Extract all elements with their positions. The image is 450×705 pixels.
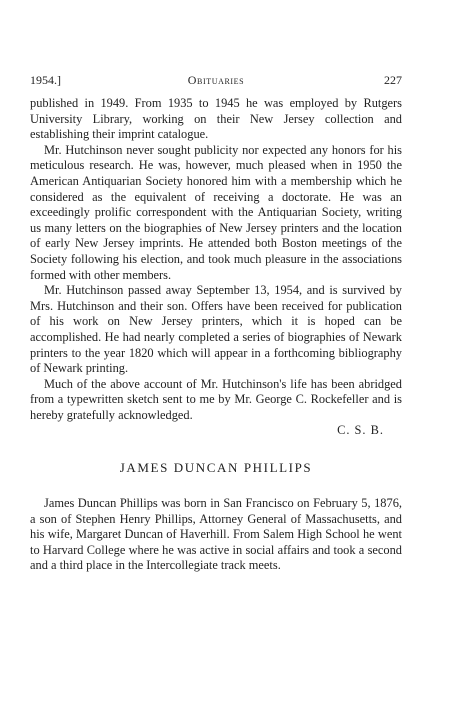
paragraph: published in 1949. From 1935 to 1945 he was employed by Rutgers University Library, working on their New Jersey collection and establishing their imprint catalogue. [30,96,402,142]
paragraph: James Duncan Phillips was born in San Francisco on February 5, 1876, a son of Stephen Henry Phillips, Attorney General of Massachusetts, and his wife, Margaret Duncan of Haverhill. From Salem High School he went to Harvard College where he was active in social affairs and took a second and a third place in the Intercollegiate track meets. [30,496,402,573]
paragraph: Mr. Hutchinson passed away September 13, 1954, and is survived by Mrs. Hutchinson and their son. Offers have been received for publication of his work on New Jersey printers, which it is hoped can be accomplished. He had nearly completed a series of biographies of Newark printers to the year 1820 which will appear in a forthcoming bibliography of Newark printing. [30,283,402,376]
page-number: 227 [384,73,402,87]
running-head-title: Obituaries [187,73,245,87]
running-head-year: 1954.] [30,73,61,87]
phillips-obituary [30,496,402,574]
author-initials: C. S. B. [337,423,384,438]
obituary-heading: JAMES DUNCAN PHILLIPS [119,460,313,475]
paragraph: Much of the above account of Mr. Hutchinson's life has been abridged from a typewritten sketch sent to me by Mr. George C. Rockefeller and is hereby gratefully acknowledged. [30,376,402,422]
paragraph: Mr. Hutchinson never sought publicity nor expected any honors for his meticulous research. He was, however, much pleased when in 1950 the American Antiquarian Society honored him with a membership which he considered as the equivalent of receiving a doctorate. He was an exceedingly prolific correspondent with the Antiquarian Society, writing us many letters on the biographies of New Jersey printers and the location of early New Jersey imprints. He attended both Boston meetings of the Society following his election, and took much pleasure in the associations formed with other members. [30,142,402,282]
hutchinson-obituary [30,96,402,439]
running-head [30,72,402,88]
